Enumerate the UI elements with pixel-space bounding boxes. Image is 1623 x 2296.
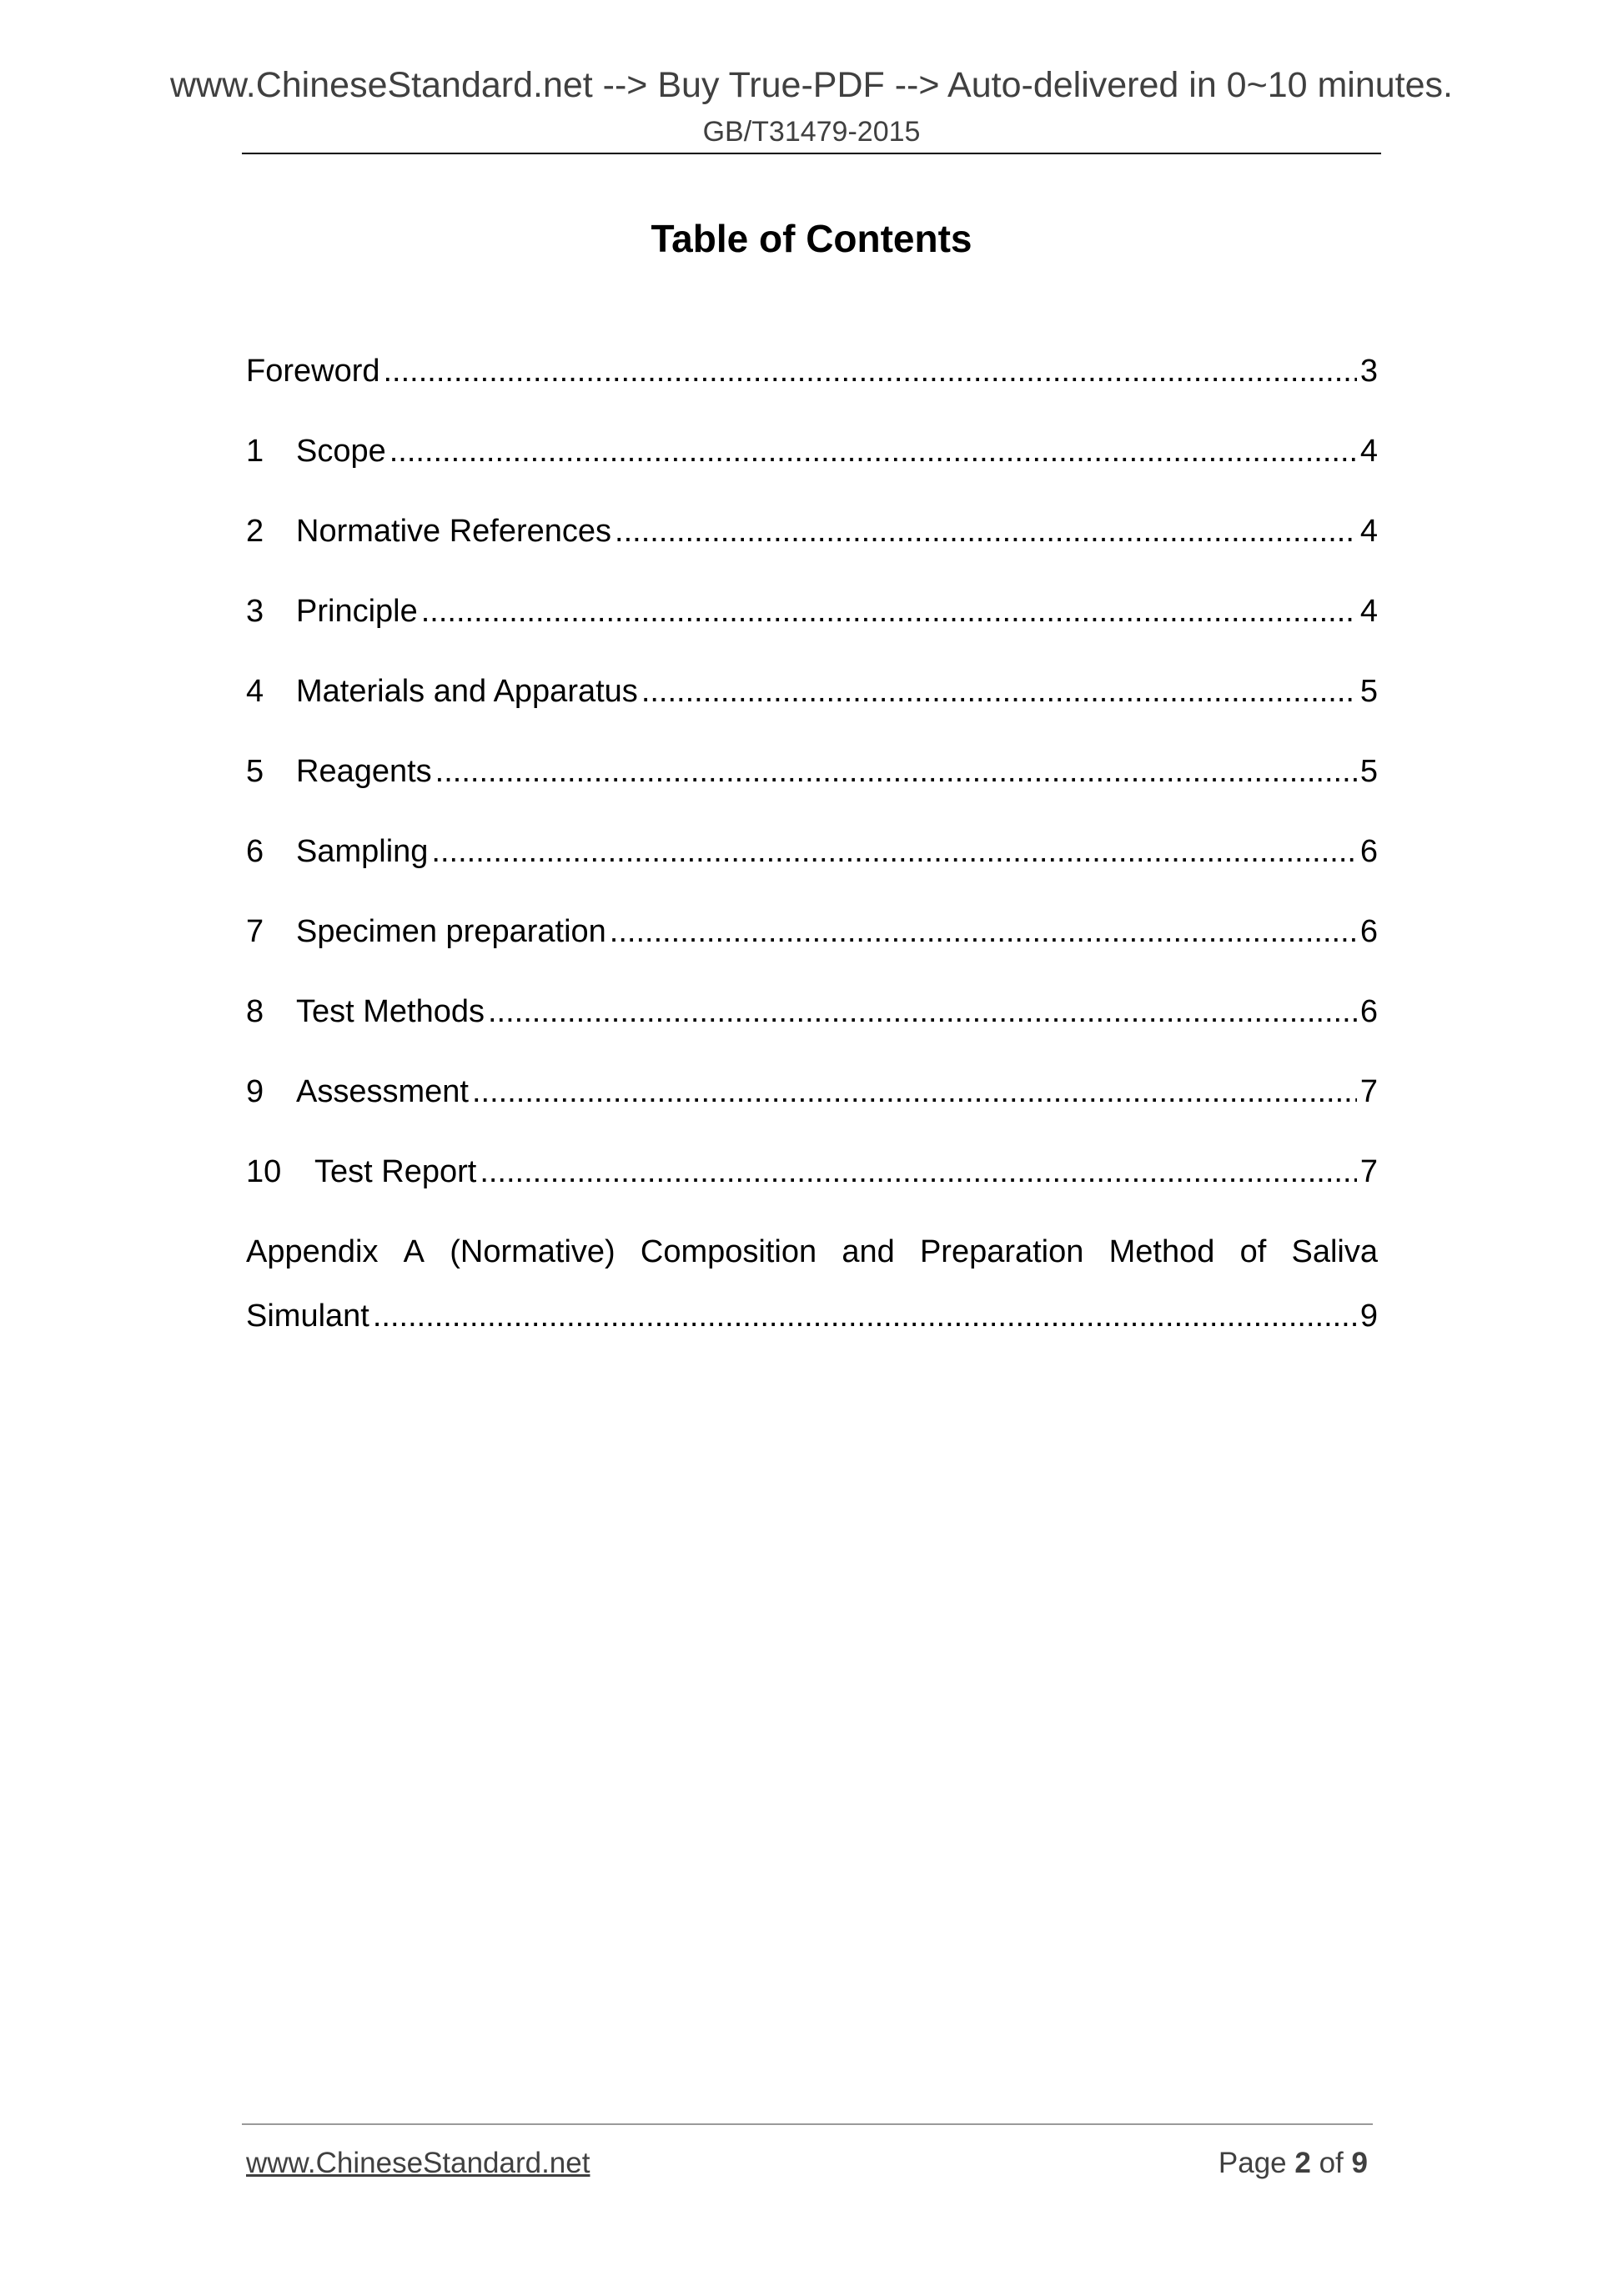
page-of: of <box>1319 2147 1344 2179</box>
toc-entry-page: 5 <box>1359 674 1378 709</box>
toc-entry-number: 5 <box>246 754 264 789</box>
toc-entry-page: 4 <box>1359 594 1378 629</box>
toc-entry-assessment[interactable] <box>246 1071 1378 1151</box>
toc-entry-page: 7 <box>1359 1154 1378 1189</box>
toc-entry-number: 3 <box>246 594 264 629</box>
toc-dot-leader <box>431 831 1356 872</box>
document-code: GB/T31479-2015 <box>702 116 921 148</box>
toc-entry-test-report[interactable] <box>246 1151 1378 1231</box>
toc-entry-number: 1 <box>246 434 264 469</box>
toc-entry-normative-references[interactable] <box>246 510 1378 590</box>
header-banner: www.ChineseStandard.net --> Buy True-PDF --> Auto-delivered in 0~10 minutes. <box>169 65 1453 105</box>
toc-entry-number: 4 <box>246 674 264 709</box>
toc-entry-scope[interactable] <box>246 430 1378 510</box>
toc-entry-principle[interactable] <box>246 590 1378 671</box>
toc-entry-label-line2 <box>246 1295 1378 1337</box>
toc-word: and <box>842 1234 895 1269</box>
toc-word: Saliva <box>1291 1234 1378 1269</box>
toc-entry-page: 4 <box>1359 434 1378 469</box>
toc-dot-leader <box>421 590 1357 632</box>
toc-entry-page: 6 <box>1359 834 1378 869</box>
toc-dot-leader <box>488 991 1357 1032</box>
page-indicator <box>1219 2145 1368 2182</box>
toc-dot-leader <box>610 911 1357 952</box>
toc-entry-label-line1 <box>246 1231 1378 1295</box>
toc-entry-label: Simulant <box>246 1299 369 1334</box>
page-title: Table of Contents <box>651 217 972 260</box>
toc-word: Preparation <box>919 1234 1084 1269</box>
toc-entry-label: Specimen preparation <box>296 914 606 949</box>
toc-entry-label: Scope <box>296 434 386 469</box>
header-divider <box>242 153 1381 154</box>
toc-entry-label: Principle <box>296 594 418 629</box>
toc-entry-number: 10 <box>246 1154 282 1189</box>
toc-dot-leader <box>615 510 1357 552</box>
footer-site-link[interactable]: www.ChineseStandard.net <box>246 2147 590 2179</box>
toc-entry-label: Assessment <box>296 1074 469 1109</box>
toc-entry-number: 6 <box>246 834 264 869</box>
toc-entry-label: Normative References <box>296 514 612 549</box>
toc-dot-leader <box>389 430 1357 472</box>
toc-entry-reagents[interactable] <box>246 751 1378 831</box>
toc-entry-label: Reagents <box>296 754 432 789</box>
toc-word: Method <box>1108 1234 1215 1269</box>
toc-dot-leader <box>472 1071 1357 1113</box>
toc-dot-leader <box>480 1151 1357 1193</box>
toc-word: A <box>403 1234 425 1269</box>
toc-entry-label: Test Methods <box>296 994 485 1029</box>
toc-entry-label: Materials and Apparatus <box>296 674 638 709</box>
toc-dot-leader <box>384 350 1357 392</box>
toc-word: Appendix <box>246 1234 379 1269</box>
toc-entry-number: 9 <box>246 1074 264 1109</box>
toc-entry-label: Sampling <box>296 834 429 869</box>
toc-entry-page: 6 <box>1359 994 1378 1029</box>
toc-dot-leader <box>373 1295 1357 1337</box>
toc-word: of <box>1239 1234 1267 1269</box>
page-current: 2 <box>1294 2147 1311 2179</box>
toc-entry-materials-and-apparatus[interactable] <box>246 671 1378 751</box>
toc-entry-sampling[interactable] <box>246 831 1378 911</box>
toc-entry-number: 2 <box>246 514 264 549</box>
toc-entry-page: 3 <box>1359 354 1378 389</box>
toc-entry-label: Test Report <box>314 1154 477 1189</box>
toc-entry-page: 5 <box>1359 754 1378 789</box>
page-prefix: Page <box>1218 2147 1287 2179</box>
toc-entry-test-methods[interactable] <box>246 991 1378 1071</box>
toc-entry-page: 9 <box>1359 1299 1378 1334</box>
toc-dot-leader <box>435 751 1357 792</box>
footer-divider <box>242 2123 1373 2125</box>
toc-entry-number: 7 <box>246 914 264 949</box>
toc-entry-foreword[interactable] <box>246 350 1378 430</box>
toc-word: (Normative) <box>450 1234 616 1269</box>
toc-entry-page: 6 <box>1359 914 1378 949</box>
toc-dot-leader <box>641 671 1357 712</box>
toc-entry-appendix-a[interactable] <box>246 1231 1378 1337</box>
toc-word: Composition <box>640 1234 817 1269</box>
toc-entry-label: Foreword <box>246 354 380 389</box>
toc-entry-page: 7 <box>1359 1074 1378 1109</box>
toc-entry-specimen-preparation[interactable] <box>246 911 1378 991</box>
table-of-contents <box>246 350 1378 1337</box>
toc-entry-page: 4 <box>1359 514 1378 549</box>
toc-entry-number: 8 <box>246 994 264 1029</box>
page-total: 9 <box>1351 2147 1368 2179</box>
